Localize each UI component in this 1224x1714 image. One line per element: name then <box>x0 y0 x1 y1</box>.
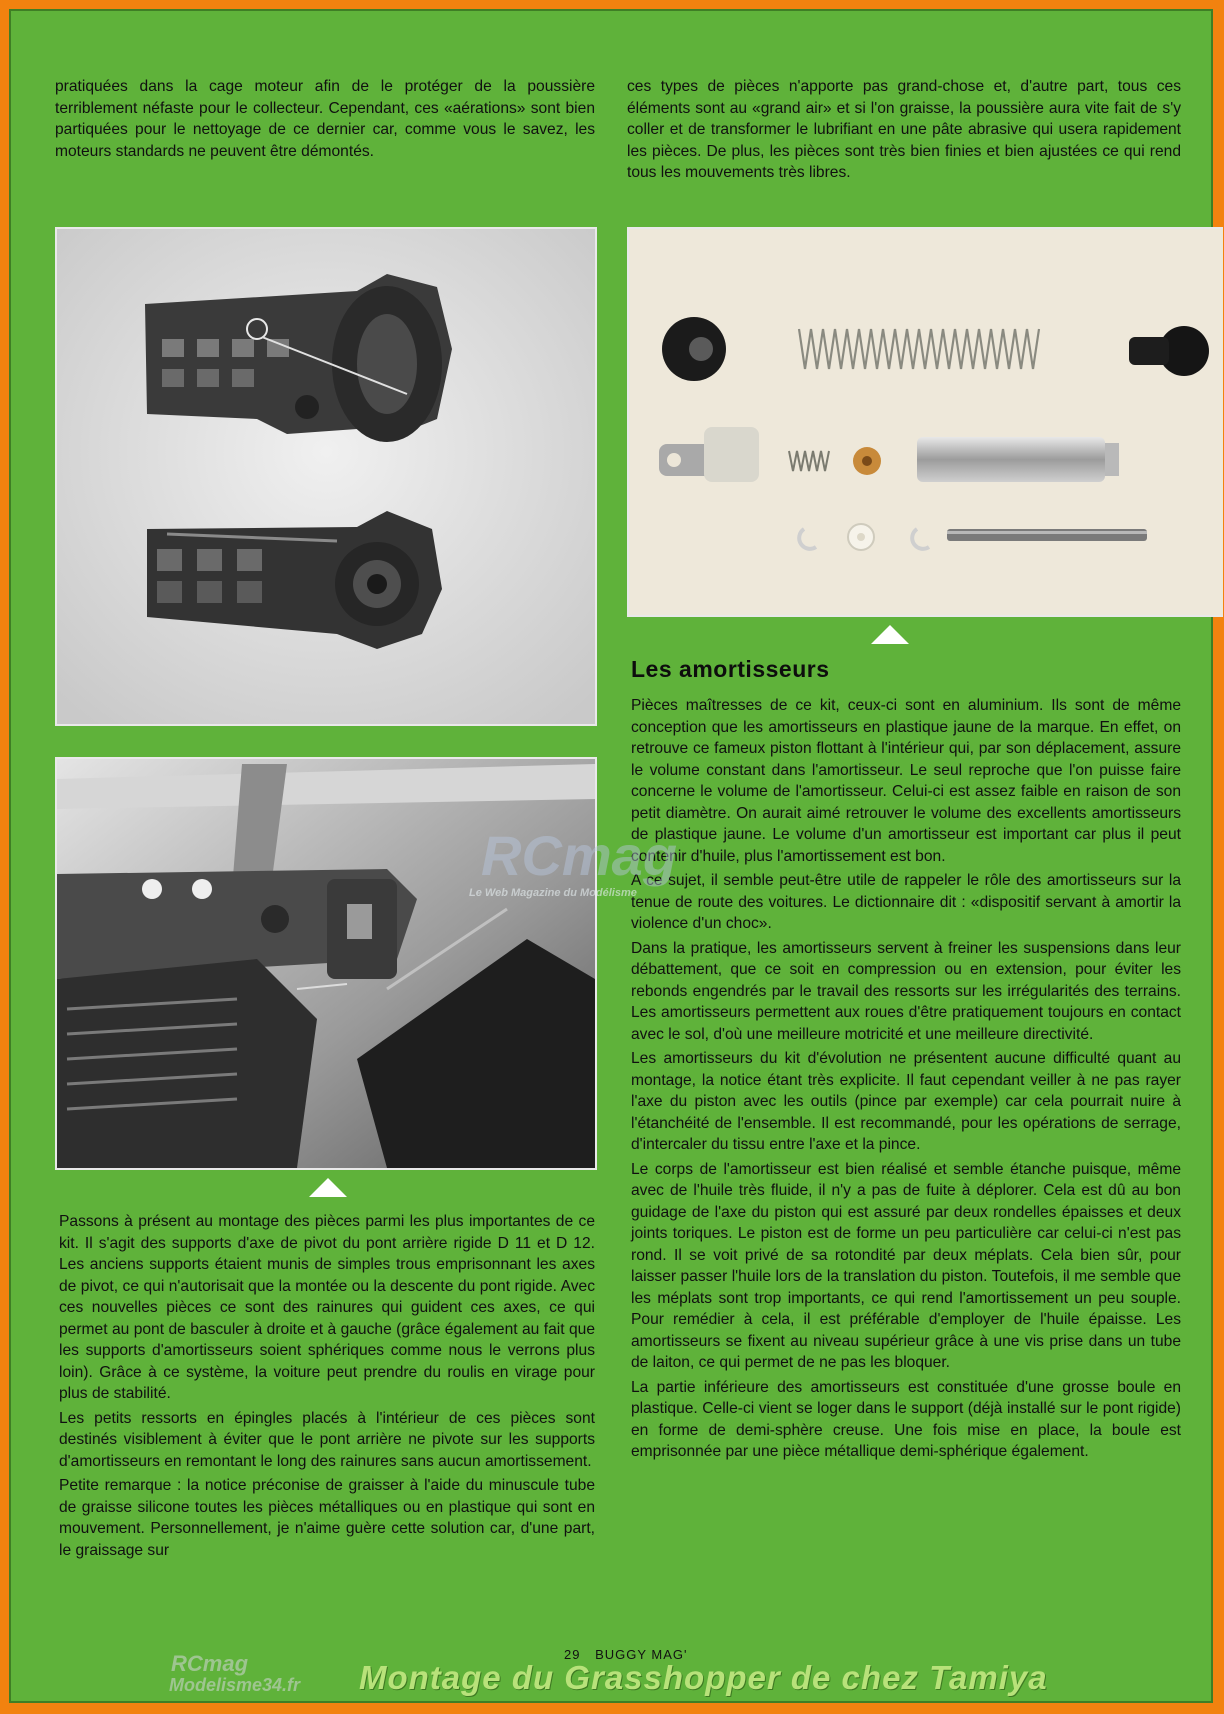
mounted-rear-axle-image <box>57 759 595 1168</box>
photo-mounted-rear-axle <box>55 757 597 1170</box>
watermark-tagline: Le Web Magazine du Modélisme <box>469 887 637 899</box>
page-number-value: 29 <box>564 1647 581 1662</box>
photo-pivot-supports <box>55 227 597 726</box>
paragraph: A ce sujet, il semble peut-être utile de rappeler le rôle des amortisseurs sur la tenue de route des voitures. Le dictionnaire dit : «dispositif servant à amortir la violence d'un choc». <box>631 872 1181 932</box>
text-left-bottom <box>59 1211 595 1564</box>
section-heading: Les amortisseurs <box>631 656 830 682</box>
paragraph: Passons à présent au montage des pièces parmi les plus importantes de ce kit. Il s'agit des supports d'axe de pivot du pont arrière rigide D 11 et D 12. Les anciens supports étaient munis de simples trous emprisonnant les axes de pivot, ce qui n'autorisait que la montée ou la descente du pont rigide. Avec ces nouvelles pièces ce sont des rainures qui guident ces axes, ce qui permet au pont de basculer à droite et à gauche (grâce également au fait que les supports d'amortisseurs soient sphériques comme nous le verrons plus loin). Grâce à ce système, la voiture peut prendre du roulis en virage pour plus de stabilité. <box>59 1213 595 1402</box>
watermark-logo: RCmag <box>481 824 678 887</box>
pivot-supports-image <box>57 229 595 724</box>
text-left-top <box>55 76 595 165</box>
shock-parts-image <box>629 229 1223 615</box>
text-right-bottom <box>631 695 1181 1466</box>
paragraph: Les petits ressorts en épingles placés à l'intérieur de ces pièces sont destinés visiblement à éviter que le pont arrière ne pivote sur les supports d'amortisseurs en remontant le long des rainures sans aucun amortissement. <box>59 1409 595 1470</box>
paragraph: Petite remarque : la notice préconise de graisser à l'aide du minuscule tube de graisse silicone toutes les pièces métalliques ou en plastique qui sont en mouvement. Personnellement, je n'aime guère cette solution car, d'une part, le graissage sur <box>59 1477 595 1559</box>
watermark-corner-site: Modelisme34.fr <box>169 1675 301 1695</box>
watermark-corner-logo: RCmag <box>171 1651 249 1676</box>
triangle-up-icon <box>871 625 909 644</box>
paragraph: Le corps de l'amortisseur est bien réalisé et semble étanche puisque, même avec de l'huile très fluide, il n'y a pas de fuite à déplorer. Cela est dû au bon guidage de l'axe du piston qui est assuré par deux rondelles épaisses et deux joints toriques. Le piston est de forme un peu particulière car celui-ci n'est pas rond. Il se voit privé de sa rotondité par deux méplats. Cela bien sûr, pour laisser passer l'huile lors de la translation du piston. Toutefois, il me semble que les méplats sont trop importants, ce qui rend l'amortissement un peu souple. Pour remédier à cela, il est préférable d'employer de l'huile épaisse. Les amortisseurs se fixent au niveau supérieur grâce à une vis prise dans un tube de laiton, ce qui permet de ne pas les bloquer. <box>631 1160 1181 1371</box>
footer-title: Montage du Grasshopper de chez Tamiya <box>359 1659 1048 1696</box>
paragraph: Dans la pratique, les amortisseurs servent à freiner les suspensions dans leur débattement, que ce soit en compression ou en extension, pour éviter les rebonds engendrés par le travail des ressorts sur les irrégularités des terrains. Les amortisseurs permettent aux roues d'être pratiquement toujours en contact avec le sol, d'où une meilleure motricité et une meilleure directivité. <box>631 939 1181 1043</box>
magazine-page <box>9 9 1213 1703</box>
paragraph: ces types de pièces n'apporte pas grand-chose et, d'autre part, tous ces éléments sont au «grand air» et si l'on graisse, la poussière aura vite fait de s'y coller et de transformer le lubrifiant en une pâte abrasive qui usera rapidement les pièces. De plus, les pièces sont très bien finies et bien ajustées ce qui rend tous les mouvements très libres. <box>627 78 1181 181</box>
photo-shock-parts <box>627 227 1223 617</box>
triangle-up-icon <box>309 1178 347 1197</box>
paragraph: Pièces maîtresses de ce kit, ceux-ci sont en aluminium. Ils sont de même conception que les amortisseurs en plastique jaune de la marque. En effet, on retrouve ce fameux piston flottant à l'intérieur qui, par son déplacement, assure le volume constant dans l'amortisseur. Le seul reproche que l'on puisse faire concerne le volume de l'amortisseur. Celui-ci est assez faible en raison de son petit diamètre. On aurait aimé retrouver le volume des excellents amortisseurs de plastique jaune. Le volume d'un amortisseur est important car plus il peut contenir d'huile, plus l'amortissement est bon. <box>631 697 1181 865</box>
magazine-name: BUGGY MAG' <box>595 1647 688 1662</box>
paragraph: pratiquées dans la cage moteur afin de le protéger de la poussière terriblement néfaste pour le collecteur. Cependant, ces «aérations» sont bien partiquées pour le nettoyage de ce dernier car, comme vous le savez, les moteurs standards ne peuvent être démontés. <box>55 78 595 160</box>
paragraph: La partie inférieure des amortisseurs est constituée d'une grosse boule en plastique. Celle-ci vient se loger dans le support (déjà installé sur le pont rigide) en forme de demi-sphère creuse. Une fois mise en place, la boule est emprisonnée par une pièce métallique demi-sphérique également. <box>631 1378 1181 1460</box>
paragraph: Les amortisseurs du kit d'évolution ne présentent aucune difficulté quant au montage, la notice étant très explicite. Il faut cependant veiller à ne pas rayer l'axe du piston avec les outils (pince par exemple) car cela pourrait nuire à l'étanchéité de l'ensemble. Il est recommandé, pour les opérations de serrage, d'intercaler du tissu entre l'axe et la pince. <box>631 1050 1181 1153</box>
text-right-top <box>627 76 1181 187</box>
